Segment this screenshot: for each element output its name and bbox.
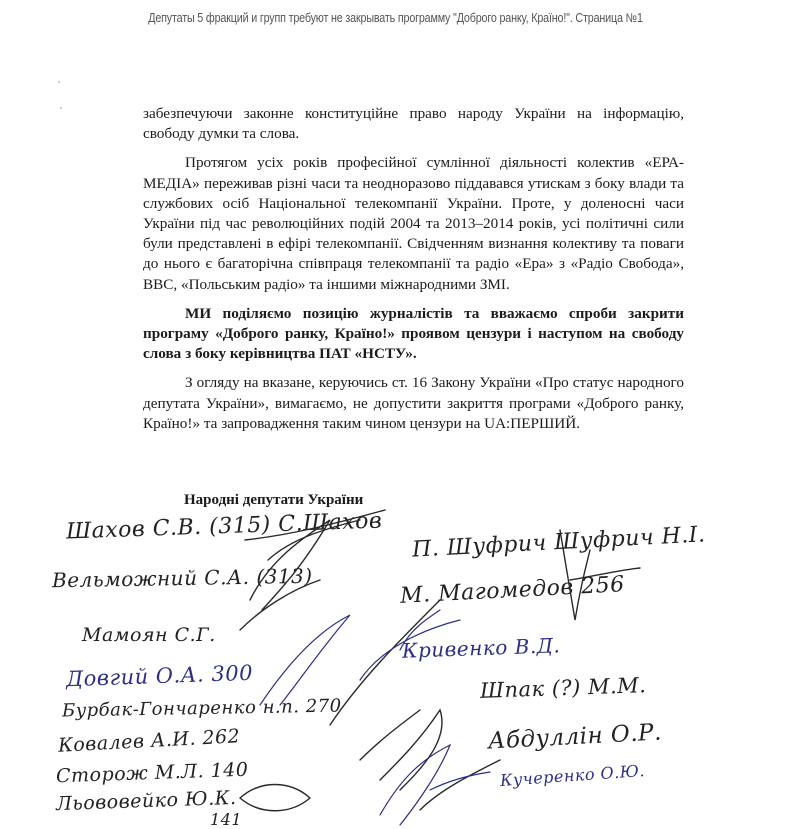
- signature-141: 141: [210, 810, 243, 829]
- page-caption: Депутаты 5 фракций и групп требуют не закрывать программу "Доброго ранку, Країно!". Страница №1: [148, 11, 643, 25]
- signature-lvovochkin: Льововейко Ю.К.: [55, 786, 237, 816]
- signature-shufrych: П. Шуфрич Шуфрич Н.І.: [411, 522, 707, 563]
- dust-dot: [60, 107, 62, 109]
- paragraph-demand: З огляду на вказане, керуючись ст. 16 Закону України «Про статус народного депутата України», вимагаємо, не допустити закриття програми «Доброго ранку, Країно!» та запровадження таким чином цензури на UA:ПЕРШИЙ.: [143, 374, 684, 432]
- signature-kovalev: Ковалев А.И. 262: [57, 725, 241, 757]
- signature-kucherenko: Кучеренко О.Ю.: [499, 760, 646, 791]
- signature-velmozhnyi: Вельможний С.А. (313): [51, 563, 313, 593]
- signature-kryvenko: Кривенко В.Д.: [401, 633, 561, 663]
- signature-shpak: Шпак (?) М.М.: [479, 673, 647, 703]
- signature-shakhov: Шахов С.В. (315) С.Шахов: [65, 508, 383, 545]
- paragraph-history: Протягом усіх років професійної сумлінної діяльності колектив «ЕРА-МЕДІА» переживав різні часи та неодноразово піддавався утискам з боку влади та службових осіб Національної телекомпанії України. Проте, у доленосні часи України під час революційних подій 2004 та 2013–2014 років, усі політичні сили були представлені в ефірі телекомпанії. Свідченням визнання колективу та поваги до нього є багаторічна співпраця телекомпанії та радіо «Ера» з «Радіо Свобода», BBC, «Польським радіо» та іншими міжнародними ЗМІ.: [143, 154, 684, 293]
- paragraph-rights: забезпечуючи законне конституційне право народу України на інформацію, свободу думки та слова.: [143, 105, 684, 143]
- document-body: [143, 104, 684, 443]
- signature-abdullin: Абдуллін О.Р.: [487, 719, 663, 755]
- signature-storozh: Сторож М.Л. 140: [55, 758, 249, 788]
- signature-burbak: Бурбак-Гончаренко н.п. 270: [61, 695, 342, 722]
- signature-magomedov: М. Магомедов 256: [399, 572, 626, 609]
- signature-dovhyi: Довгий О.А. 300: [65, 660, 254, 692]
- signature-mamoyan: Мамоян С.Г.: [82, 624, 216, 646]
- signatures-heading: Народні депутати України: [184, 492, 364, 508]
- paragraph-position: МИ поділяємо позицію журналістів та вважаємо спроби закрити програму «Доброго ранку, Країно!» проявом цензури і наступом на свободу слова з боку керівництва ПАТ «НСТУ».: [143, 304, 684, 363]
- dust-dot: [58, 81, 60, 83]
